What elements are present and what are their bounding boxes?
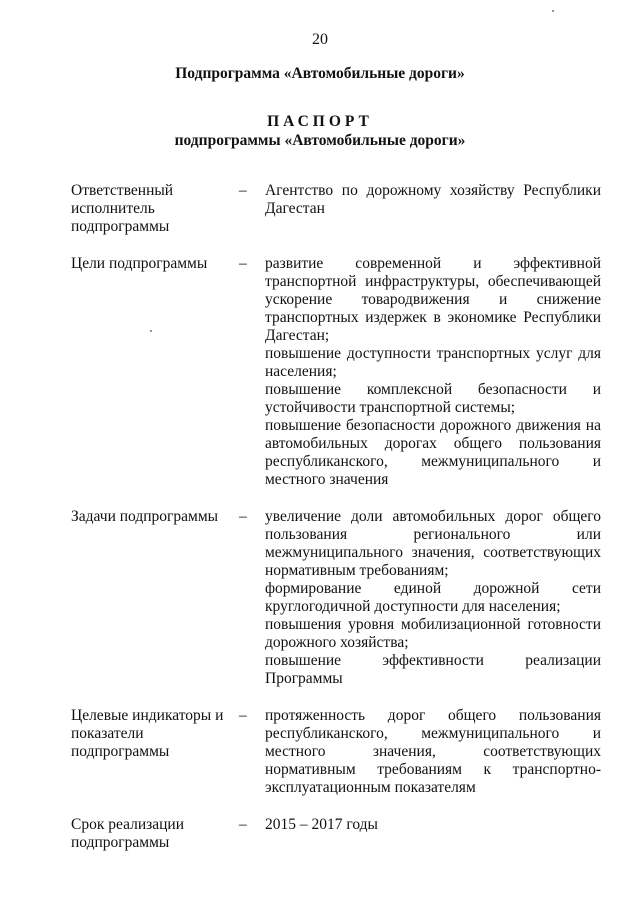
- row-dash: –: [239, 255, 247, 272]
- row-target-indicators: [71, 707, 601, 797]
- scan-speck: [150, 330, 152, 332]
- row-value: [265, 508, 601, 688]
- value-paragraph: формирование единой дорожной сети круглогодичной доступности для населения;: [265, 580, 601, 615]
- row-label: Срок реализации подпрограммы: [71, 816, 184, 851]
- value-paragraph: развитие современной и эффективной транспортной инфраструктуры, обеспечивающей ускорение товародвижения и снижение транспортных издержек в экономике Республики Дагестан;: [265, 255, 601, 344]
- value-paragraph: протяженность дорог общего пользования республиканского, межмуниципального и местного значения, соответствующих нормативным требованиям к транспортно-эксплуатационным показателям: [265, 707, 601, 796]
- row-goals: [71, 255, 601, 489]
- row-label: Цели подпрограммы: [71, 255, 208, 272]
- passport-subtitle: подпрограммы «Автомобильные дороги»: [174, 132, 466, 149]
- value-paragraph: Агентство по дорожному хозяйству Республики Дагестан: [265, 182, 601, 217]
- passport-table: [71, 182, 601, 852]
- row-dash: –: [239, 182, 247, 199]
- value-paragraph: 2015 – 2017 годы: [265, 816, 378, 833]
- row-label: Целевые индикаторы и показатели подпрограммы: [71, 707, 224, 760]
- row-label: Ответственный исполнитель подпрограммы: [71, 182, 174, 235]
- subprogram-heading: Подпрограмма «Автомобильные дороги»: [175, 65, 465, 82]
- row-implementation-period: [71, 816, 601, 852]
- row-value: [265, 182, 601, 218]
- value-paragraph: увеличение доли автомобильных дорог общего пользования регионального или межмуниципального значения, соответствующих нормативным требованиям;: [265, 508, 601, 579]
- scan-speck: [552, 10, 554, 12]
- row-dash: –: [239, 508, 247, 525]
- value-paragraph: повышение комплексной безопасности и устойчивости транспортной системы;: [265, 381, 601, 416]
- value-paragraph: повышение доступности транспортных услуг для населения;: [265, 345, 601, 380]
- value-paragraph: повышение безопасности дорожного движения на автомобильных дорогах общего пользования республиканского, межмуниципального и местного значения: [265, 417, 601, 488]
- value-paragraph: повышение эффективности реализации Программы: [265, 652, 601, 687]
- value-paragraph: повышения уровня мобилизационной готовности дорожного хозяйства;: [265, 616, 601, 651]
- page-number: 20: [312, 31, 328, 48]
- row-value: [265, 707, 601, 797]
- row-value: [265, 816, 601, 834]
- row-label: Задачи подпрограммы: [71, 508, 219, 525]
- row-dash: –: [239, 816, 247, 833]
- row-responsible-executor: [71, 182, 601, 236]
- row-dash: –: [239, 707, 247, 724]
- row-tasks: [71, 508, 601, 688]
- row-value: [265, 255, 601, 489]
- passport-title: ПАСПОРТ: [267, 113, 373, 130]
